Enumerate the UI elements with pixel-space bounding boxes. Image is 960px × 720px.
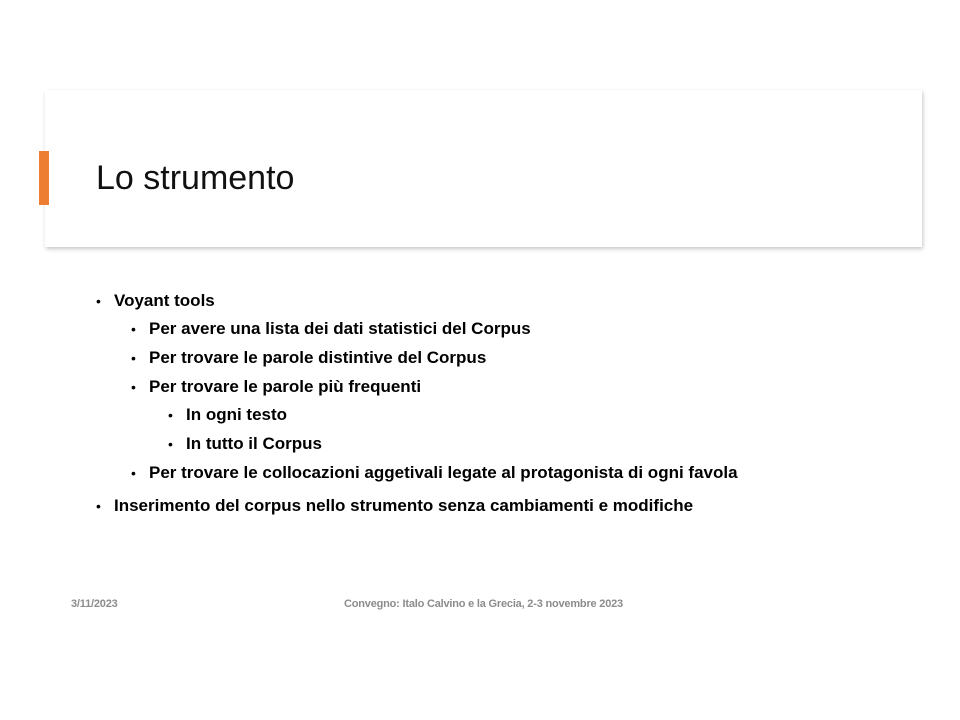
bullet-item bbox=[131, 462, 738, 484]
bullet-dot-icon: • bbox=[131, 379, 136, 395]
bullet-dot-icon: • bbox=[168, 407, 173, 423]
bullet-dot-icon: • bbox=[131, 321, 136, 337]
footer-date: 3/11/2023 bbox=[71, 598, 118, 610]
bullet-item bbox=[131, 318, 531, 340]
bullet-text: Per trovare le parole più frequenti bbox=[149, 377, 422, 396]
bullet-text: Per avere una lista dei dati statistici del Corpus bbox=[149, 319, 531, 338]
footer-event: Convegno: Italo Calvino e la Grecia, 2-3 novembre 2023 bbox=[344, 598, 623, 610]
bullet-dot-icon: • bbox=[168, 436, 173, 452]
bullet-dot-icon: • bbox=[96, 498, 101, 514]
bullet-text: In tutto il Corpus bbox=[186, 434, 322, 453]
bullet-text: Inserimento del corpus nello strumento senza cambiamenti e modifiche bbox=[114, 496, 694, 515]
bullet-item bbox=[96, 495, 694, 517]
bullet-dot-icon: • bbox=[131, 465, 136, 481]
bullet-text: Per trovare le parole distintive del Corpus bbox=[149, 348, 487, 367]
bullet-text: Per trovare le collocazioni aggetivali legate al protagonista di ogni favola bbox=[149, 463, 738, 482]
bullet-item bbox=[168, 433, 322, 455]
bullet-item bbox=[131, 347, 487, 369]
bullet-text: In ogni testo bbox=[186, 405, 288, 424]
bullet-text: Voyant tools bbox=[114, 291, 215, 310]
bullet-item bbox=[131, 376, 422, 398]
bullet-dot-icon: • bbox=[96, 293, 101, 309]
slide-title: Lo strumento bbox=[96, 159, 295, 197]
bullet-dot-icon: • bbox=[131, 350, 136, 366]
bullet-item bbox=[96, 290, 215, 312]
bullet-item bbox=[168, 404, 288, 426]
